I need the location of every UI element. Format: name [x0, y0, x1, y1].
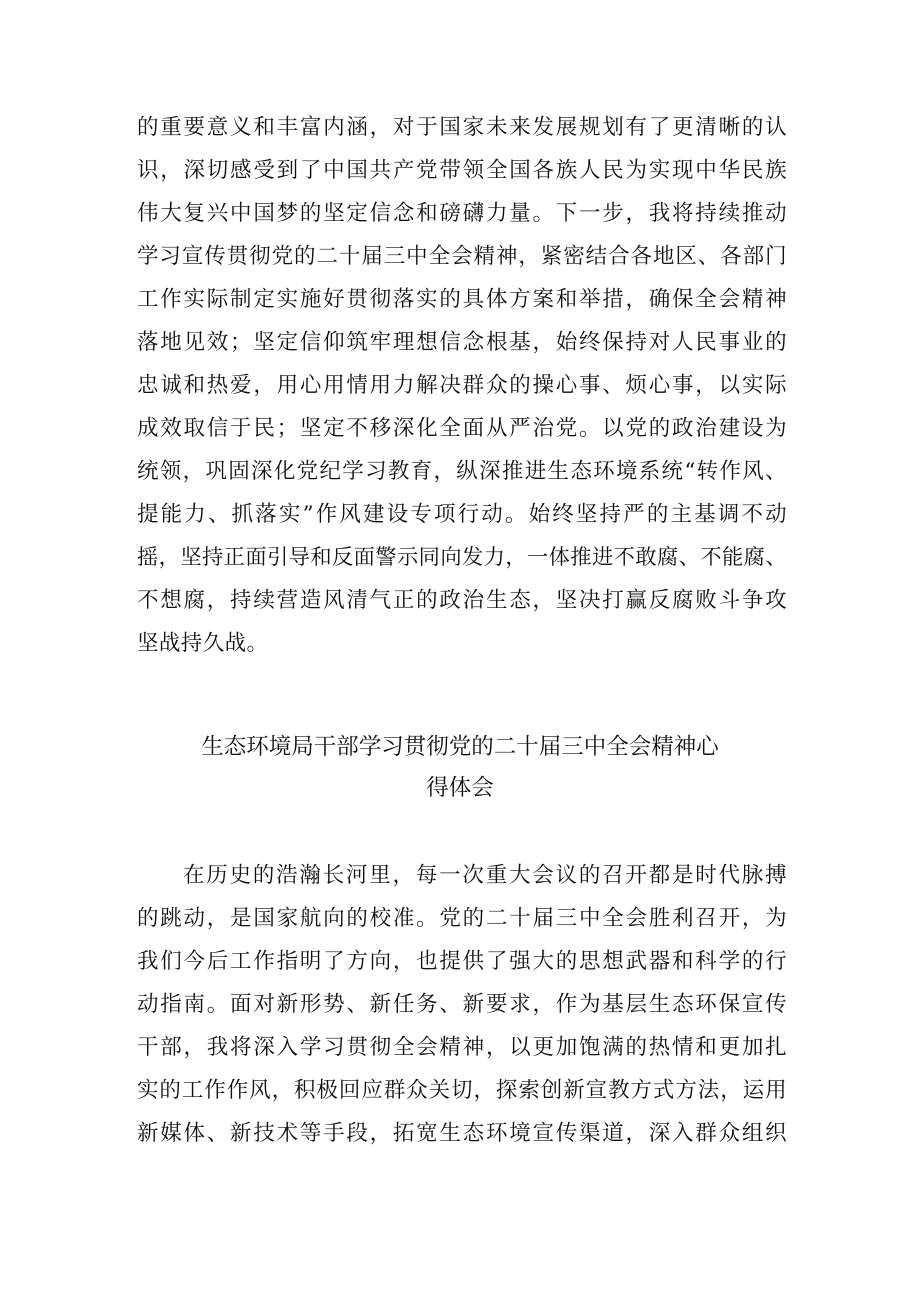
paragraph-line: 落地见效；坚定信仰筑牢理想信念根基，始终保持对人民事业的 [137, 330, 787, 355]
paragraph-line: 成效取信于民；坚定不移深化全面从严治党。以党的政治建设为 [137, 416, 787, 441]
paragraph-line: 在历史的浩瀚长河里，每一次重大会议的召开都是时代脉搏 [183, 863, 787, 888]
paragraph-line: 实的工作作风，积极回应群众关切，探索创新宣教方式方法，运用 [137, 1078, 787, 1103]
paragraph-line: 提能力、抓落实”作风建设专项行动。始终坚持严的主基调不动 [137, 502, 787, 527]
paragraph-line: 学习宣传贯彻党的二十届三中全会精神，紧密结合各地区、各部门 [137, 244, 787, 269]
article-title-line-1: 生态环境局干部学习贯彻党的二十届三中全会精神心 [201, 734, 719, 760]
paragraph-line: 伟大复兴中国梦的坚定信念和磅礴力量。下一步，我将持续推动 [137, 201, 787, 226]
paragraph-line: 忠诚和热爱，用心用情用力解决群众的操心事、烦心事，以实际 [137, 373, 787, 398]
paragraph-line: 工作实际制定实施好贯彻落实的具体方案和举措，确保全会精神 [137, 287, 787, 312]
paragraph-line: 统领，巩固深化党纪学习教育，纵深推进生态环境系统“转作风、 [137, 459, 787, 484]
paragraph-line: 不想腐，持续营造风清气正的政治生态，坚决打赢反腐败斗争攻 [137, 588, 787, 613]
paragraph-line: 干部，我将深入学习贯彻全会精神，以更加饱满的热情和更加扎 [137, 1035, 787, 1060]
paragraph-line: 摇，坚持正面引导和反面警示同向发力，一体推进不敢腐、不能腐、 [137, 545, 787, 570]
paragraph-line: 的重要意义和丰富内涵，对于国家未来发展规划有了更清晰的认 [137, 115, 787, 140]
paragraph-line: 识，深切感受到了中国共产党带领全国各族人民为实现中华民族 [137, 158, 787, 183]
paragraph-line: 新媒体、新技术等手段，拓宽生态环境宣传渠道，深入群众组织 [137, 1121, 787, 1146]
paragraph-line: 的跳动，是国家航向的校准。党的二十届三中全会胜利召开，为 [137, 906, 787, 931]
paragraph-line: 坚战持久战。 [137, 631, 269, 656]
paragraph-line: 我们今后工作指明了方向，也提供了强大的思想武器和科学的行 [137, 949, 787, 974]
paragraph-line: 动指南。面对新形势、新任务、新要求，作为基层生态环保宣传 [137, 992, 787, 1017]
article-title-line-2: 得体会 [426, 775, 494, 801]
